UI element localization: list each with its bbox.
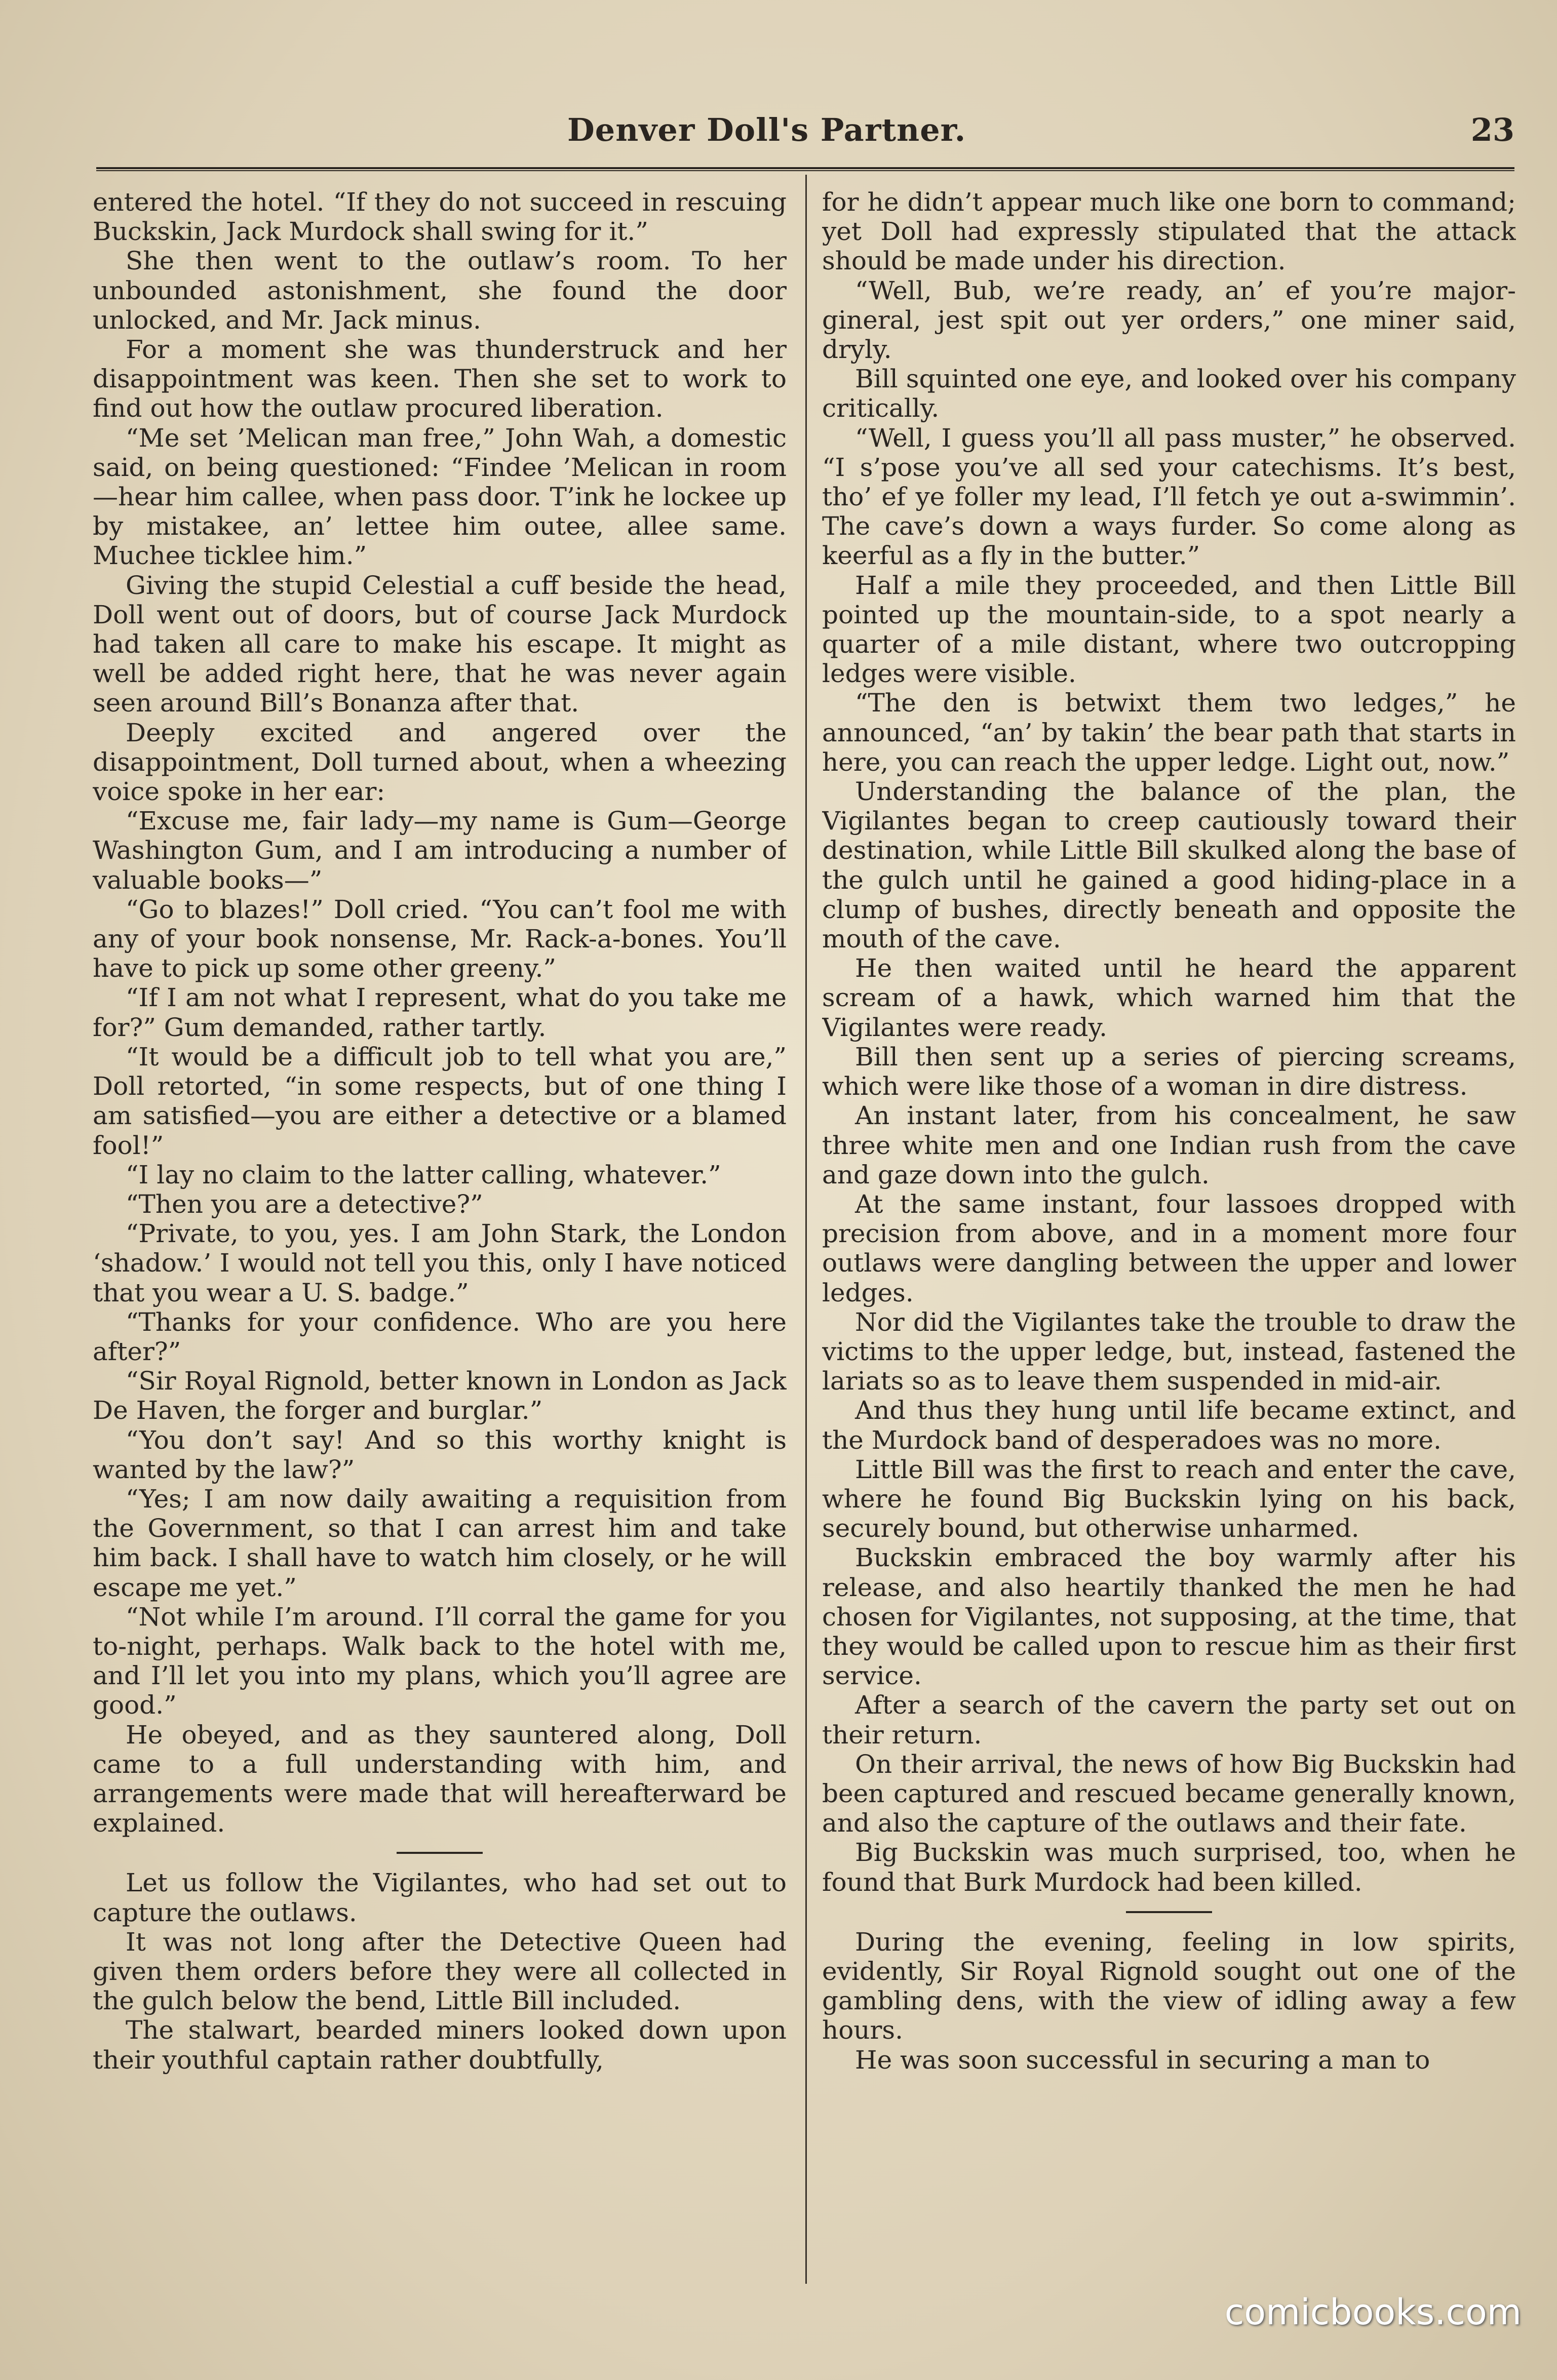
running-title: Denver Doll's Partner. — [567, 111, 966, 148]
paragraph: “Me set ’Melican man free,” John Wah, a domestic said, on being questioned: “Findee ’Melican in room—hear him callee, when pass door. T’ink he lockee up by mistakee, an’ lettee him outee, allee same. Muchee ticklee him.” — [93, 423, 787, 571]
paragraph: Buckskin embraced the boy warmly after his release, and also heartily thanked the men he had chosen for Vigilantes, not supposing, at the time, that they would be called upon to rescue him as their first service. — [822, 1543, 1516, 1691]
paragraph: It was not long after the Detective Queen had given them orders before they were all collected in the gulch below the bend, Little Bill included. — [93, 1927, 787, 2016]
paragraph: “Excuse me, fair lady—my name is Gum—George Washington Gum, and I am introducing a number of valuable books—” — [93, 806, 787, 895]
paragraph: Nor did the Vigilantes take the trouble to draw the victims to the upper ledge, but, instead, fastened the lariats so as to leave them suspended in mid-air. — [822, 1307, 1516, 1396]
paragraph: Little Bill was the first to reach and enter the cave, where he found Big Buckskin lying on his back, securely bound, but otherwise unharmed. — [822, 1454, 1516, 1543]
paragraph: Let us follow the Vigilantes, who had set out to capture the outlaws. — [93, 1868, 787, 1927]
paragraph: During the evening, feeling in low spirits, evidently, Sir Royal Rignold sought out one of the gambling dens, with the view of idling away a few hours. — [822, 1927, 1516, 2045]
paragraph: Giving the stupid Celestial a cuff beside the head, Doll went out of doors, but of course Jack Murdock had taken all care to make his escape. It might as well be added right here, that he was never again seen around Bill’s Bonanza after that. — [93, 570, 787, 718]
paragraph: “Sir Royal Rignold, better known in London as Jack De Haven, the forger and burglar.” — [93, 1366, 787, 1425]
paragraph: He obeyed, and as they sauntered along, Doll came to a full understanding with him, and arrangements were made that will hereafterward be explained. — [93, 1720, 787, 1838]
paragraph: Half a mile they proceeded, and then Little Bill pointed up the mountain-side, to a spot nearly a quarter of a mile distant, where two outcropping ledges were visible. — [822, 570, 1516, 689]
paragraph: “The den is betwixt them two ledges,” he announced, “an’ by takin’ the bear path that starts in here, you can reach the upper ledge. Light out, now.” — [822, 688, 1516, 777]
paragraph: “If I am not what I represent, what do you take me for?” Gum demanded, rather tartly. — [93, 983, 787, 1042]
paragraph: Bill then sent up a series of piercing screams, which were like those of a woman in dire distress. — [822, 1042, 1516, 1101]
left-column — [93, 187, 787, 2289]
paragraph: At the same instant, four lassoes dropped with precision from above, and in a moment more four outlaws were dangling between the upper and lower ledges. — [822, 1189, 1516, 1307]
paragraph: He was soon successful in securing a man to — [855, 2045, 1430, 2075]
paragraph: “You don’t say! And so this worthy knight is wanted by the law?” — [93, 1425, 787, 1484]
right-column — [822, 187, 1516, 2289]
paragraph: entered the hotel. “If they do not succeed in rescuing Buckskin, Jack Murdock shall swing for it.” — [93, 187, 787, 247]
paragraph: “Well, Bub, we’re ready, an’ ef you’re major-gineral, jest spit out yer orders,” one miner said, dryly. — [822, 275, 1516, 365]
section-separator — [397, 1852, 483, 1854]
paragraph: “Thanks for your confidence. Who are you here after?” — [93, 1307, 787, 1366]
paragraph: For a moment she was thunderstruck and her disappointment was keen. Then she set to work to find out how the outlaw procured liberation. — [93, 335, 787, 423]
paragraph: “Not while I’m around. I’ll corral the game for you to-night, perhaps. Walk back to the hotel with me, and I’ll let you into my plans, which you’ll agree are good.” — [93, 1602, 787, 1720]
running-header — [96, 101, 1514, 157]
paragraph: The stalwart, bearded miners looked down upon their youthful captain rather doubtfully, — [93, 2015, 787, 2075]
paragraph: Big Buckskin was much surprised, too, when he found that Burk Murdock had been killed. — [822, 1838, 1516, 1897]
paragraph: “Yes; I am now daily awaiting a requisition from the Government, so that I can arrest him and take him back. I shall have to watch him closely, or he will escape me yet.” — [93, 1484, 787, 1602]
paragraph: “Go to blazes!” Doll cried. “You can’t fool me with any of your book nonsense, Mr. Rack-a-bones. You’ll have to pick up some other greeny.” — [93, 894, 787, 983]
paragraph: Bill squinted one eye, and looked over his company critically. — [822, 364, 1516, 423]
header-rule — [96, 167, 1514, 171]
paragraph: “Private, to you, yes. I am John Stark, the London ‘shadow.’ I would not tell you this, only I have noticed that you wear a U. S. badge.” — [93, 1219, 787, 1307]
paragraph: “It would be a difficult job to tell what you are,” Doll retorted, “in some respects, but of one thing I am satisfied—you are either a detective or a blamed fool!” — [93, 1042, 787, 1160]
paragraph: She then went to the outlaw’s room. To her unbounded astonishment, she found the door unlocked, and Mr. Jack minus. — [93, 246, 787, 335]
paragraph: “Then you are a detective?” — [126, 1189, 483, 1219]
paragraph: After a search of the cavern the party set out on their return. — [822, 1690, 1516, 1750]
paragraph: And thus they hung until life became extinct, and the Murdock band of desperadoes was no more. — [822, 1396, 1516, 1455]
paragraph: Deeply excited and angered over the disappointment, Doll turned about, when a wheezing voice spoke in her ear: — [93, 718, 787, 807]
paragraph: “I lay no claim to the latter calling, whatever.” — [126, 1160, 721, 1189]
paragraph: He then waited until he heard the apparent scream of a hawk, which warned him that the Vigilantes were ready. — [822, 954, 1516, 1042]
section-separator — [1126, 1911, 1212, 1913]
paragraph: On their arrival, the news of how Big Buckskin had been captured and rescued became generally known, and also the capture of the outlaws and their fate. — [822, 1749, 1516, 1838]
paragraph: Understanding the balance of the plan, the Vigilantes began to creep cautiously toward their destination, while Little Bill skulked along the base of the gulch until he gained a good hiding-place in a clump of bushes, directly beneath and opposite the mouth of the cave. — [822, 777, 1516, 954]
paragraph: An instant later, from his concealment, he saw three white men and one Indian rush from the cave and gaze down into the gulch. — [822, 1101, 1516, 1189]
page-number: 23 — [1470, 111, 1514, 148]
paragraph: “Well, I guess you’ll all pass muster,” he observed. “I s’pose you’ve all sed your catechisms. It’s best, tho’ ef ye foller my lead, I’ll fetch ye out a-swimmin’. The cave’s down a ways furder. So come along as keerful as a fly in the butter.” — [822, 423, 1516, 571]
paragraph: for he didn’t appear much like one born to command; yet Doll had expressly stipulated that the attack should be made under his direction. — [822, 187, 1516, 276]
column-divider — [805, 175, 807, 2284]
watermark: comicbooks.com — [1224, 2291, 1522, 2333]
